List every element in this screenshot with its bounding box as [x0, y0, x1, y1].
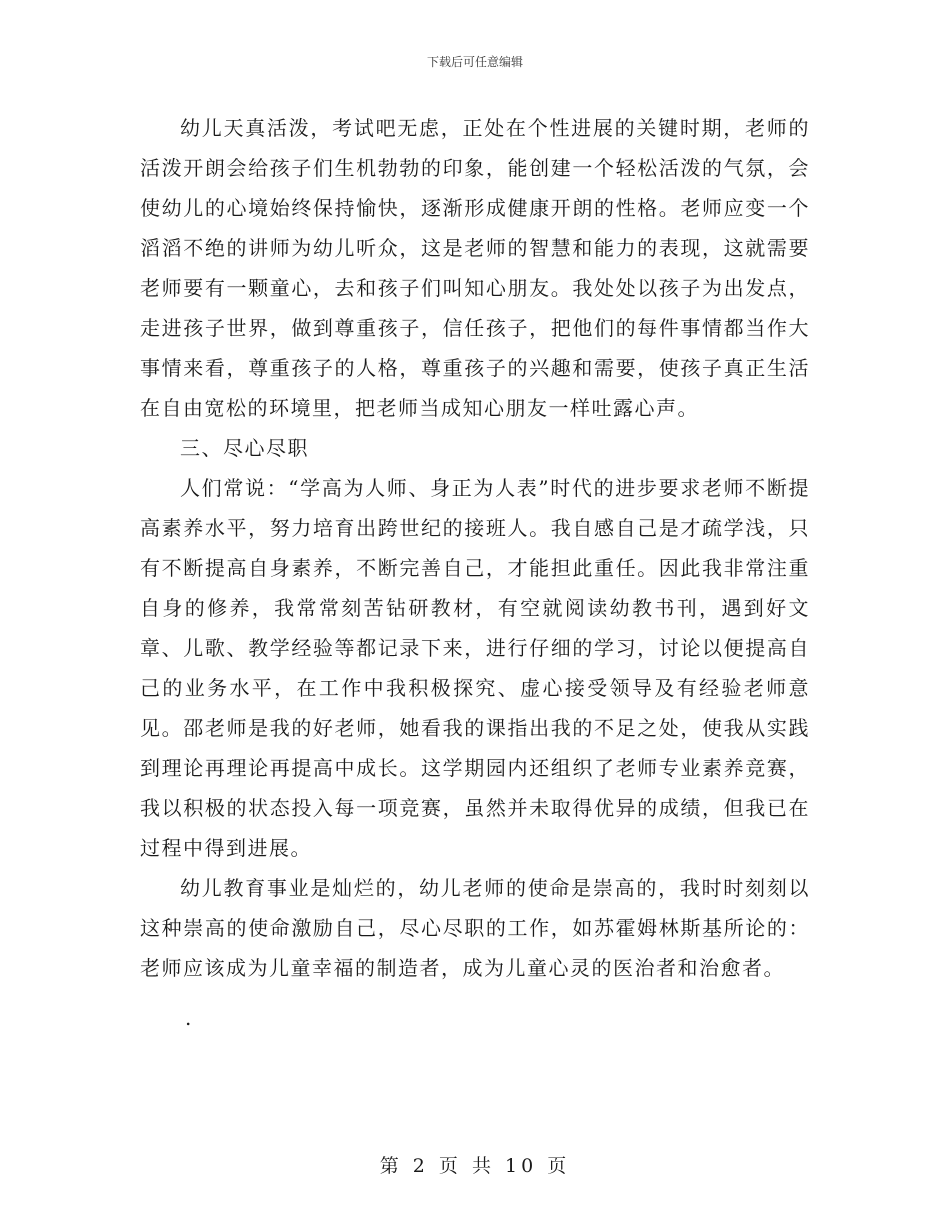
- page-footer: 第 2 页 共 10 页: [379, 1155, 571, 1177]
- paragraph-1: 幼儿天真活泼，考试吧无虑，正处在个性进展的关键时期，老师的活泼开朗会给孩子们生机勃勃的印象，能创建一个轻松活泼的气氛，会使幼儿的心境始终保持愉快，逐渐形成健康开朗的性格。老师应变一个滔滔不绝的讲师为幼儿听众，这是老师的智慧和能力的表现，这就需要老师要有一颗童心，去和孩子们叫知心朋友。我处处以孩子为出发点，走进孩子世界，做到尊重孩子，信任孩子，把他们的每件事情都当作大事情来看，尊重孩子的人格，尊重孩子的兴趣和需要，使孩子真正生活在自由宽松的环境里，把老师当成知心朋友一样吐露心声。: [140, 116, 810, 420]
- page-header: 下载后可任意编辑: [426, 55, 523, 69]
- trailing-mark: .: [185, 1006, 192, 1030]
- document-body: [140, 108, 810, 988]
- paragraph-3: 幼儿教育事业是灿烂的，幼儿老师的使命是崇高的，我时时刻刻以这种崇高的使命激励自己，尽心尽职的工作，如苏霍姆林斯基所论的：老师应该成为儿童幸福的制造者，成为儿童心灵的医治者和治愈者。: [140, 876, 810, 980]
- paragraph-2: 人们常说：“学高为人师、身正为人表”时代的进步要求老师不断提高素养水平，努力培育出跨世纪的接班人。我自感自己是才疏学浅，只有不断提高自身素养，不断完善自己，才能担此重任。因此我非常注重自身的修养，我常常刻苦钻研教材，有空就阅读幼教书刊，遇到好文章、儿歌、教学经验等都记录下来，进行仔细的学习，讨论以便提高自己的业务水平，在工作中我积极探究、虚心接受领导及有经验老师意见。邵老师是我的好老师，她看我的课指出我的不足之处，使我从实践到理论再理论再提高中成长。这学期园内还组织了老师专业素养竞赛，我以积极的状态投入每一项竞赛，虽然并未取得优异的成绩，但我已在过程中得到进展。: [140, 476, 810, 860]
- section-heading: 三、尽心尽职: [180, 436, 309, 460]
